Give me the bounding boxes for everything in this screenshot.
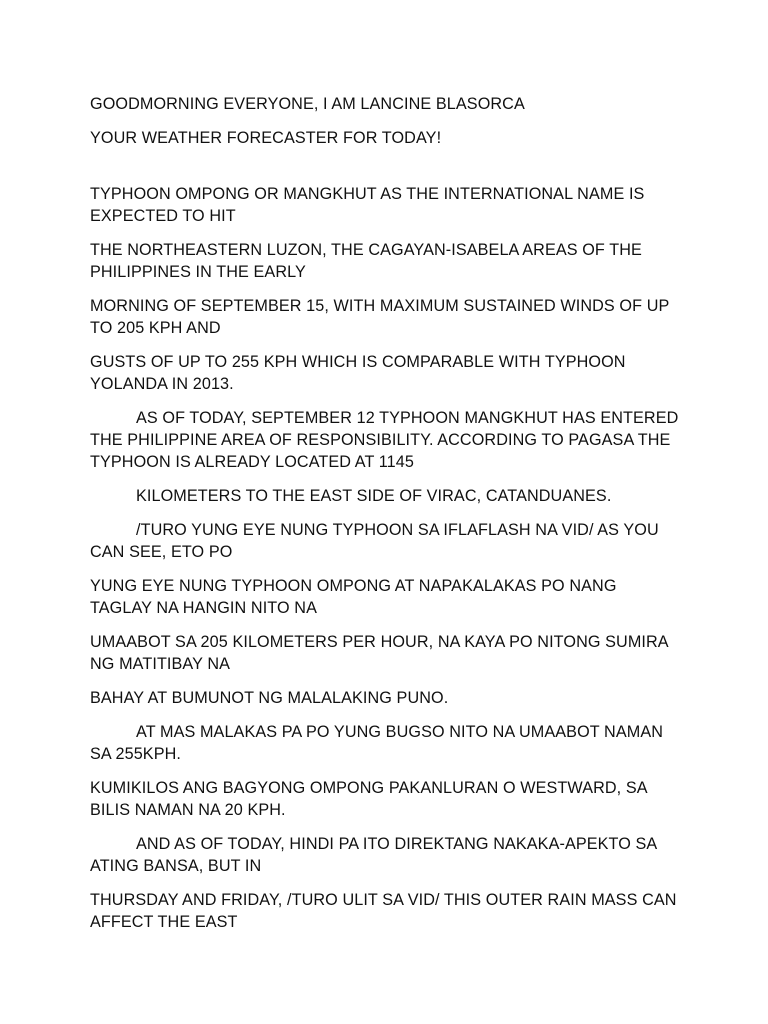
paragraph-introduction: YOUR WEATHER FORECASTER FOR TODAY! [90, 129, 442, 147]
paragraph-current-status: AS OF TODAY, SEPTEMBER 12 TYPHOON MANGKHUT HAS ENTERED THE PHILIPPINE AREA OF RESPONSIBILITY. ACCORDING TO PAGASA THE TYPHOON IS ALREADY LOCATED AT 1145 [90, 409, 679, 471]
paragraph-wind-damage: UMAABOT SA 205 KILOMETERS PER HOUR, NA KAYA PO NITONG SUMIRA NG MATITIBAY NA [90, 633, 668, 673]
paragraph-location: KILOMETERS TO THE EAST SIDE OF VIRAC, CATANDUANES. [136, 487, 612, 505]
paragraph-damage-examples: BAHAY AT BUMUNOT NG MALALAKING PUNO. [90, 689, 449, 707]
paragraph-gust-speed: AT MAS MALAKAS PA PO YUNG BUGSO NITO NA UMAABOT NAMAN SA 255KPH. [90, 723, 664, 763]
paragraph-forecast-effect: THURSDAY AND FRIDAY, /TURO ULIT SA VID/ THIS OUTER RAIN MASS CAN AFFECT THE EAST [90, 891, 677, 931]
paragraph-greeting: GOODMORNING EVERYONE, I AM LANCINE BLASORCA [90, 95, 525, 113]
paragraph-typhoon-eye: YUNG EYE NUNG TYPHOON OMPONG AT NAPAKALAKAS PO NANG TAGLAY NA HANGIN NITO NA [90, 577, 617, 617]
paragraph-sustained-winds: MORNING OF SEPTEMBER 15, WITH MAXIMUM SUSTAINED WINDS OF UP TO 205 KPH AND [90, 297, 670, 337]
paragraph-gusts: GUSTS OF UP TO 255 KPH WHICH IS COMPARABLE WITH TYPHOON YOLANDA IN 2013. [90, 353, 626, 393]
paragraph-video-cue: /TURO YUNG EYE NUNG TYPHOON SA IFLAFLASH NA VID/ AS YOU CAN SEE, ETO PO [90, 521, 659, 561]
paragraph-typhoon-name: TYPHOON OMPONG OR MANGKHUT AS THE INTERNATIONAL NAME IS EXPECTED TO HIT [90, 185, 645, 225]
paragraph-movement: KUMIKILOS ANG BAGYONG OMPONG PAKANLURAN O WESTWARD, SA BILIS NAMAN NA 20 KPH. [90, 779, 647, 819]
document-body [90, 93, 680, 945]
paragraph-landfall-area: THE NORTHEASTERN LUZON, THE CAGAYAN-ISABELA AREAS OF THE PHILIPPINES IN THE EARLY [90, 241, 642, 281]
paragraph-current-effect: AND AS OF TODAY, HINDI PA ITO DIREKTANG NAKAKA-APEKTO SA ATING BANSA, BUT IN [90, 835, 657, 875]
